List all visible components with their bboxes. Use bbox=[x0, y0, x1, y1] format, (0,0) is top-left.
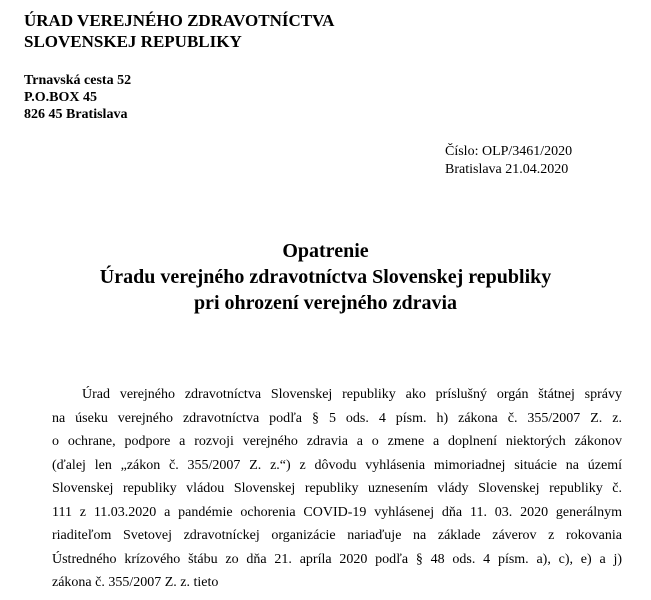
issuer-name-line-2: SLOVENSKEJ REPUBLIKY bbox=[24, 32, 242, 51]
body-line: (ďalej len „zákon č. 355/2007 Z. z.“) z dôvodu vyhlásenia mimoriadnej situácie na území bbox=[52, 457, 622, 473]
body-line: riaditeľom Svetovej zdravotníckej organizácie nariaďuje na základe záverov z rokovania bbox=[52, 528, 622, 543]
reference-place-date: Bratislava 21.04.2020 bbox=[445, 162, 569, 177]
body-line: na úseku verejného zdravotníctva podľa § 5 ods. 4 písm. h) zákona č. 355/2007 Z. z. bbox=[52, 410, 622, 426]
body-paragraph bbox=[52, 383, 622, 595]
body-line: zákona č. 355/2007 Z. z. tieto bbox=[52, 575, 219, 590]
reference-block bbox=[445, 143, 572, 179]
issuer-heading bbox=[24, 10, 334, 52]
issuer-address bbox=[24, 72, 131, 123]
body-line: 111 z 11.03.2020 a pandémie ochorenia COVID-19 vyhlásenej dňa 11. 03. 2020 generálnym bbox=[52, 504, 622, 520]
document-title bbox=[0, 238, 651, 316]
address-city: 826 45 Bratislava bbox=[24, 107, 128, 122]
address-pobox: P.O.BOX 45 bbox=[24, 90, 97, 105]
issuer-name-line-1: ÚRAD VEREJNÉHO ZDRAVOTNÍCTVA bbox=[24, 11, 335, 30]
address-street: Trnavská cesta 52 bbox=[24, 73, 132, 88]
body-line: Slovenskej republiky vládou Slovenskej republiky uznesením vlády Slovenskej republiky č. bbox=[52, 481, 622, 496]
reference-number: Číslo: OLP/3461/2020 bbox=[445, 144, 573, 159]
document-title-line-1: Opatrenie bbox=[282, 240, 369, 262]
body-line: o ochrane, podpore a rozvoji verejného zdravia a o zmene a doplnení niektorých zákonov bbox=[52, 434, 622, 449]
body-line: Ústredného krízového štábu zo dňa 21. apríla 2020 podľa § 48 ods. 4 písm. a), c), e) a j) bbox=[52, 551, 622, 567]
document-title-line-2: Úradu verejného zdravotníctva Slovenskej republiky bbox=[99, 266, 552, 288]
body-line: Úrad verejného zdravotníctva Slovenskej republiky ako príslušný orgán štátnej správy bbox=[82, 387, 622, 402]
document-title-line-3: pri ohrození verejného zdravia bbox=[193, 292, 458, 314]
